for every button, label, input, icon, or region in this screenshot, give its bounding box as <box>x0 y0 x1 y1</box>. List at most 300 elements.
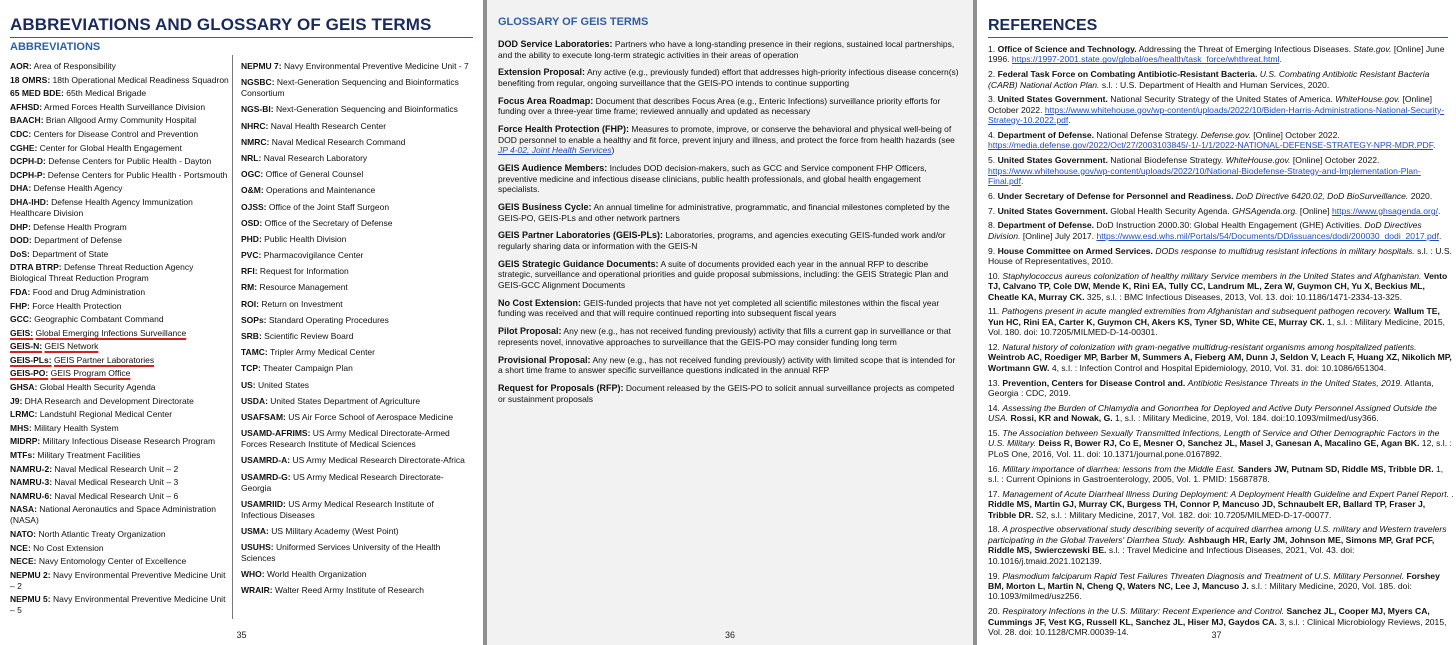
glossary-definition: GEIS-funded projects that have not yet completed all scientific milestones within the fiscal year funding was received and that will require continued reporting into subsequent fiscal years <box>498 297 940 319</box>
reference-title: Natural history of colonization with gram-negative multidrug-resistant organisms among hospitalized patients. <box>1002 342 1417 353</box>
reference-text: . <box>1438 230 1442 241</box>
abbreviation-term: LRMC: <box>10 409 38 420</box>
reference-text: . <box>1438 205 1441 216</box>
abbreviation-term: NATO: <box>10 529 37 539</box>
abbreviation-item <box>241 121 472 132</box>
abbreviation-term: MIDRP: <box>10 436 41 447</box>
glossary-link[interactable]: JP 4-02, Joint Health Services <box>498 145 612 156</box>
abbreviation-definition: North Atlantic Treaty Organization <box>38 529 166 539</box>
abbreviation-term: SOPs: <box>241 314 267 325</box>
reference-author: Wallum TE, Yun HC, Rini EA, Carter K, Guymon CH, Akers KS, Tyner SD, White CE, Murray CK. <box>988 306 1440 327</box>
abbreviation-term: FHP: <box>10 300 30 311</box>
abbreviation-item <box>241 61 472 72</box>
page-number: 36 <box>724 630 735 640</box>
abbreviation-term: RM: <box>241 282 258 293</box>
abbreviation-term: NAMRU-3: <box>10 477 53 488</box>
abbreviation-item <box>10 170 232 181</box>
abbreviation-definition: US Army Medical Directorate-Armed Forces Research Institute of Medical Sciences <box>241 428 450 450</box>
abbreviation-definition: Defense Centers for Public Health - Portsmouth <box>47 169 228 180</box>
reference-link[interactable]: https://1997-2001.state.gov/global/oes/health/task_force/whthreat.html <box>1011 54 1280 65</box>
abbreviation-definition: US Army Medical Research Directorate-Georgia <box>241 471 444 493</box>
abbreviation-item <box>10 368 232 379</box>
abbreviation-definition: DHA Research and Development Directorate <box>24 395 194 406</box>
reference-item <box>988 94 1454 125</box>
reference-number: 18. <box>988 524 1000 535</box>
abbreviation-item <box>241 185 472 196</box>
glossary-list <box>498 39 963 404</box>
abbreviation-term: GEIS-N: <box>10 341 43 352</box>
abbreviation-definition: Office of the Secretary of Defense <box>264 217 393 228</box>
reference-text: National Biodefense Strategy. <box>1107 155 1226 166</box>
reference-title: Respiratory Infections in the U.S. Military: Recent Experience and Control. <box>1002 606 1285 617</box>
reference-author: Ashbaugh HR, Early JM, Johnson ME, Simons MP, Graf PCF, Riddle MS, Swierczewski BE. <box>988 534 1435 556</box>
glossary-definition: Any new (e.g., has not received funding previously) activity with limited scope that is intended for a short time frame to answer specific surveillance questions indicated in the annual RFP <box>498 354 956 376</box>
abbreviation-definition: US Army Medical Research Directorate-Africa <box>292 455 465 466</box>
reference-number: 7. <box>988 205 996 216</box>
reference-text: S2, s.l. : Military Medicine, 2017, Vol. 182. doi: 10.7205/MILMED-D-17-00077. <box>1033 509 1332 520</box>
abbreviation-term: OGC: <box>241 169 264 180</box>
abbreviation-definition: Global Emerging Infections Surveillance <box>35 327 187 338</box>
glossary-term: GEIS Partner Laboratories (GEIS-PLs): <box>498 230 664 241</box>
abbreviation-item <box>10 88 232 99</box>
abbreviation-definition: US Army Medical Research Institute of Infectious Diseases <box>241 498 434 520</box>
glossary-item <box>498 39 962 60</box>
reference-item <box>988 403 1454 424</box>
abbreviation-term: O&M: <box>241 185 264 196</box>
abbreviation-item <box>10 143 232 154</box>
reference-text: [Online] June 1996. <box>988 44 1445 65</box>
abbreviation-definition: World Health Organization <box>266 569 367 580</box>
reference-title: U.S. Combating Antibiotic Resistant Bacteria (CARB) National Action Plan. <box>988 69 1430 90</box>
abbreviation-term: NCE: <box>10 542 31 553</box>
page-title: ABBREVIATIONS AND GLOSSARY OF GEIS TERMS <box>10 15 432 34</box>
abbreviation-item <box>241 455 472 466</box>
abbreviation-term: GCC: <box>10 314 32 325</box>
abbreviation-item <box>241 137 472 148</box>
abbreviation-definition: Naval Medical Research Command <box>271 136 406 147</box>
abbreviation-definition: Department of Defense <box>34 235 122 246</box>
reference-text: . <box>1448 488 1454 499</box>
abbreviation-definition: Next-Generation Sequencing and Bioinformatics Consortium <box>241 77 459 99</box>
abbreviation-item <box>241 380 472 391</box>
abbreviation-term: 65 MED BDE: <box>10 88 64 99</box>
abbreviation-item <box>241 347 472 358</box>
glossary-item <box>498 383 962 404</box>
abbreviation-definition: Military Treatment Facilities <box>37 450 141 461</box>
reference-item <box>988 246 1454 267</box>
reference-title: Plasmodium falciparum Rapid Test Failures Threaten Diagnosis and Treatment of U.S. Military Personnel. <box>1002 570 1405 581</box>
abbreviation-item <box>10 197 232 219</box>
reference-text: [Online] July 2017. <box>1020 230 1097 241</box>
abbreviation-term: NEPMU 5: <box>10 594 51 605</box>
abbreviation-term: NEPMU 7: <box>241 61 282 71</box>
glossary-definition-end: ) <box>611 145 615 156</box>
abbreviation-definition: Scientific Review Board <box>264 331 354 341</box>
reference-text: 12, s.l. : PLoS One, 2016, Vol. 11. doi: 10.1371/journal.pone.0167892. <box>988 438 1452 459</box>
reference-title: DoD Directive 6420.02, DoD BioSurveillance. <box>1235 190 1409 201</box>
abbreviation-definition: Navy Entomology Center of Excellence <box>38 556 187 567</box>
abbreviation-definition: Naval Research Laboratory <box>263 152 368 163</box>
reference-item <box>988 206 1454 216</box>
abbreviation-item <box>241 363 472 374</box>
abbreviation-term: NASA: <box>10 504 37 515</box>
glossary-term: Extension Proposal: <box>498 67 586 78</box>
abbreviation-term: USMA: <box>241 525 269 536</box>
abbreviation-term: NAMRU-6: <box>10 490 53 501</box>
abbreviation-definition: Defense Health Agency <box>33 183 123 194</box>
glossary-item <box>498 230 962 251</box>
reference-number: 20. <box>988 606 1000 617</box>
glossary-term: GEIS Strategic Guidance Documents: <box>498 258 659 269</box>
reference-text: 325, s.l. : BMC Infectious Diseases, 2013, Vol. 13. doi: 10.1186/1471-2334-13-325. <box>1084 291 1403 302</box>
abbreviation-columns <box>10 61 473 619</box>
reference-number: 16. <box>988 463 1000 474</box>
abbreviation-definition: Next-Generation Sequencing and Bioinformatics <box>275 104 458 115</box>
reference-text: 2020. <box>1408 190 1433 201</box>
abbreviation-column-right <box>232 55 472 619</box>
abbreviation-definition: Theater Campaign Plan <box>263 363 353 374</box>
glossary-term: No Cost Extension: <box>498 297 582 308</box>
reference-title: Pathogens present in acute mangled extremities from Afghanistan and subsequent pathogen recovery. <box>1001 306 1392 317</box>
abbreviation-definition: Area of Responsibility <box>33 61 116 71</box>
glossary-term: Request for Proposals (RFP): <box>498 382 624 393</box>
reference-author: Federal Task Force on Combating Antibiotic-Resistant Bacteria. <box>997 69 1258 80</box>
abbreviation-item <box>10 396 232 407</box>
abbreviation-item <box>10 328 232 339</box>
abbreviation-definition: 65th Medical Brigade <box>66 88 147 99</box>
abbreviation-definition: United States <box>258 379 310 390</box>
abbreviation-item <box>10 477 232 488</box>
reference-text: . <box>1020 176 1024 187</box>
abbreviation-definition: Navy Environmental Preventive Medicine Unit – 2 <box>10 569 226 591</box>
abbreviation-term: PHD: <box>241 233 262 244</box>
abbreviation-term: GEIS-PO: <box>10 368 49 379</box>
glossary-item <box>498 355 962 376</box>
abbreviation-definition: Walter Reed Army Institute of Research <box>275 585 424 596</box>
glossary-definition: Measures to promote, improve, or conserve the behavioral and physical well-being of DOD personnel to enable a healthy and fit force, prevent injury and illness, and protect the force from health hazards (see <box>498 124 955 145</box>
reference-number: 1. <box>988 44 996 54</box>
abbreviation-item <box>10 570 232 592</box>
reference-author: Riddle MS, Martin GJ, Murray CK, Burgess TH, Connor P, Mancuso JD, Schnaubelt ER, Ballard TP, Fraser J, Tribble DR. <box>988 499 1426 520</box>
abbreviation-item <box>10 491 232 502</box>
abbreviation-term: DOD: <box>10 235 32 246</box>
reference-author: Department of Defense. <box>997 220 1095 231</box>
abbreviation-definition: Defense Centers for Public Health - Dayton <box>48 156 212 167</box>
abbreviation-term: CGHE: <box>10 142 38 153</box>
abbreviation-definition: Center for Global Health Engagement <box>39 142 182 153</box>
title-divider <box>988 37 1448 38</box>
reference-text: s.l. : Travel Medicine and Infectious Diseases, 2021, Vol. 43. doi: 10.1016/j.tmaid.2021.102139. <box>988 545 1355 566</box>
abbreviation-definition: Armed Forces Health Surveillance Division <box>44 101 206 112</box>
reference-author: Department of Defense. <box>997 130 1095 141</box>
reference-text: 3, s.l. : Clinical Microbiology Reviews, 2015, Vol. 28. doi: 10.1128/CMR.00039-14. <box>988 616 1447 637</box>
abbreviation-item <box>10 594 232 616</box>
abbreviation-term: MTFs: <box>10 450 36 461</box>
abbreviation-item <box>10 75 232 86</box>
abbreviation-item <box>10 301 232 312</box>
reference-item <box>988 524 1454 566</box>
abbreviation-item <box>241 218 472 229</box>
glossary-definition: Any active (e.g., previously funded) effort that addresses high-priority infectious disease concern(s) benefiting from regular, ongoing surveillance that the GEIS-PO intends to continue supporting <box>498 67 959 88</box>
abbreviation-term: OSD: <box>241 217 263 228</box>
abbreviation-item <box>241 472 472 494</box>
abbreviation-definition: Naval Medical Research Unit – 3 <box>54 477 179 488</box>
glossary-term: Force Health Protection (FHP): <box>498 124 630 135</box>
abbreviation-item <box>10 156 232 167</box>
abbreviation-definition: Force Health Protection <box>32 300 122 311</box>
abbreviation-item <box>10 235 232 246</box>
reference-text: s.l. : Military Medicine, 2020, Vol. 185. doi: 10.1093/milmed/usz256. <box>988 580 1412 602</box>
page-35 <box>0 0 483 645</box>
glossary-item <box>498 326 962 347</box>
abbreviation-term: BAACH: <box>10 115 44 126</box>
glossary-definition: Laboratories, programs, and agencies executing GEIS-funded work and/or regularly sharing data or information with the GEIS-N <box>498 230 946 252</box>
reference-link[interactable]: https://www.esd.whs.mil/Portals/54/Documents/DD/issuances/dodi/200030_dodi_2017.pdf <box>1096 230 1439 241</box>
abbreviation-term: DHA: <box>10 183 32 194</box>
reference-item <box>988 306 1454 337</box>
reference-text: s.l. : U.S. Department of Health and Human Services, 2020. <box>1099 79 1330 90</box>
glossary-definition: Document that describes Focus Area (e.g., Enteric Infections) surveillance priority efforts for funding over a three-year time frame; reviewed annually and updated as necessary <box>498 95 941 117</box>
abbreviation-term: USAMRD-G: <box>241 471 291 482</box>
abbreviation-item <box>241 396 472 407</box>
reference-number: 5. <box>988 155 996 166</box>
abbreviation-definition: Standard Operating Procedures <box>268 314 389 325</box>
abbreviation-definition: Geographic Combatant Command <box>34 314 164 325</box>
abbreviation-term: TAMC: <box>241 347 268 358</box>
reference-item <box>988 44 1454 65</box>
abbreviation-definition: US Military Academy (West Point) <box>271 525 399 536</box>
reference-link[interactable]: https://media.defense.gov/2022/Oct/27/2003103845/-1/-1/1/2022-NATIONAL-DEFENSE-STRATEGY-NPR-MDR.PDF <box>988 140 1433 151</box>
reference-author: Office of Science and Technology. <box>997 44 1137 54</box>
abbreviation-item <box>10 450 232 461</box>
page-title: GLOSSARY OF GEIS TERMS <box>498 16 649 28</box>
abbreviation-item <box>10 409 232 420</box>
reference-text: 1, s.l. : Military Medicine, 2015, Vol. 180. doi: 10.7205/MILMED-D-14-00301. <box>988 316 1446 338</box>
glossary-item <box>498 124 962 156</box>
abbreviation-term: OJSS: <box>241 201 267 212</box>
abbreviation-item <box>241 202 472 213</box>
reference-title: WhiteHouse.gov. <box>1225 155 1291 166</box>
abbreviation-term: ROI: <box>241 298 259 309</box>
reference-number: 11. <box>988 306 1000 317</box>
abbreviation-term: NAMRU-2: <box>10 463 53 474</box>
reference-number: 10. <box>988 270 1000 281</box>
reference-author: United States Government. <box>997 205 1108 216</box>
reference-list <box>988 44 1456 637</box>
abbreviation-term: NEPMU 2: <box>10 569 51 580</box>
reference-item <box>988 220 1454 241</box>
page-number: 37 <box>1211 630 1222 640</box>
abbreviation-column-left <box>10 61 232 619</box>
abbreviation-item <box>241 412 472 423</box>
reference-text: 4, s.l. : Infection Control and Hospital Epidemiology, 2010, Vol. 31. doi: 10.1086/651304. <box>1049 362 1387 373</box>
reference-text: [Online] <box>1297 205 1332 216</box>
abbreviation-item <box>241 585 472 596</box>
reference-title: Staphylococcus aureus colonization of healthy military Service members in the United States and Afghanistan. <box>1002 270 1422 281</box>
reference-author: United States Government. <box>997 155 1108 166</box>
glossary-item <box>498 96 962 117</box>
abbreviation-term: USAMRIID: <box>241 498 286 509</box>
abbreviation-item <box>10 543 232 554</box>
reference-author: House Committee on Armed Services. <box>997 245 1153 256</box>
reference-link[interactable]: https://www.ghsagenda.org/ <box>1331 205 1439 216</box>
reference-text: 1, s.l. : Current Opinions in Gastroenterology, 2005, Vol. 1. PMID: 15687878. <box>988 463 1444 485</box>
abbreviation-term: MHS: <box>10 422 32 433</box>
abbreviation-definition: Global Health Security Agenda <box>39 382 156 393</box>
glossary-definition: A suite of documents provided each year in the annual RFP to describe strategic, surveillance and operational priorities and guide proposal submissions, including: the GEIS Strategic Plan and GEIS-GCC Alignment Documents <box>498 258 949 290</box>
abbreviation-term: RFI: <box>241 266 258 277</box>
page-36 <box>487 0 973 645</box>
abbreviation-term: DHP: <box>10 221 31 232</box>
glossary-item <box>498 163 962 195</box>
page-number: 35 <box>236 630 247 640</box>
abbreviation-definition: Uniformed Services University of the Health Sciences <box>241 542 441 564</box>
abbreviation-term: NGSBC: <box>241 77 275 88</box>
abbreviation-term: J9: <box>10 395 23 406</box>
reference-item <box>988 342 1454 373</box>
section-heading: ABBREVIATIONS <box>10 41 101 53</box>
abbreviation-definition: Landstuhl Regional Medical Center <box>39 409 173 420</box>
abbreviation-definition: GEIS Program Office <box>50 368 131 379</box>
abbreviation-definition: Department of State <box>32 248 109 259</box>
abbreviation-definition: Tripler Army Medical Center <box>269 347 375 358</box>
abbreviation-definition: Defense Health Agency Immunization Healthcare Division <box>10 196 193 218</box>
reference-title: The Association between Sexually Transmitted Infections, Length of Service and Other Demographic Factors in the U.S. Military. <box>988 428 1440 449</box>
glossary-definition: Document released by the GEIS-PO to solicit annual surveillance projects as competed or sustainment proposals <box>498 382 955 404</box>
abbreviation-definition: Navy Environmental Preventive Medicine Unit - 7 <box>284 61 469 71</box>
glossary-term: Provisional Proposal: <box>498 354 591 365</box>
abbreviation-term: 18 OMRS: <box>10 74 51 85</box>
abbreviation-term: NECE: <box>10 556 37 567</box>
reference-link[interactable]: https://www.whitehouse.gov/wp-content/uploads/2022/10/National-Biodefense-Strategy-and-Implementation-Plan-Final.pdf <box>988 165 1421 187</box>
abbreviation-term: TCP: <box>241 363 261 374</box>
reference-title: GHSAgenda.org. <box>1232 205 1298 216</box>
abbreviation-item <box>10 341 232 352</box>
abbreviation-item <box>10 249 232 260</box>
abbreviation-term: USAMD-AFRIMS: <box>241 428 311 439</box>
abbreviation-definition: Office of General Counsel <box>265 169 364 180</box>
abbreviation-item <box>241 169 472 180</box>
abbreviation-term: USAMRD-A: <box>241 455 291 466</box>
reference-title: DoD Directives Division. <box>988 220 1422 241</box>
abbreviation-item <box>10 115 232 126</box>
reference-number: 9. <box>988 245 996 256</box>
reference-text: [Online] October 2022. <box>1250 130 1340 141</box>
abbreviation-term: GHSA: <box>10 382 38 393</box>
abbreviation-definition: Naval Medical Research Unit – 2 <box>54 463 179 474</box>
abbreviation-term: US: <box>241 379 256 390</box>
abbreviation-term: NGS-BI: <box>241 104 274 115</box>
reference-number: 4. <box>988 130 996 141</box>
abbreviation-item <box>241 104 472 115</box>
abbreviation-item <box>10 262 232 284</box>
title-divider <box>10 37 473 38</box>
reference-item <box>988 378 1454 399</box>
abbreviation-term: DoS: <box>10 248 30 259</box>
abbreviation-item <box>10 129 232 140</box>
reference-number: 6. <box>988 190 996 201</box>
abbreviation-item <box>241 499 472 521</box>
abbreviation-item <box>10 464 232 475</box>
abbreviation-item <box>241 77 472 99</box>
abbreviation-term: GEIS: <box>10 327 34 338</box>
reference-author: Vento TJ, Calvano TP, Cole DW, Mende K, Rini EA, Tully CC, Landrum ML, Zera W, Guymon CH, Yu X, Beckius ML, Cheatle KA, Murray CK. <box>988 270 1448 302</box>
reference-item <box>988 69 1454 90</box>
reference-text: National Security Strategy of the United States of America. <box>1107 94 1336 105</box>
abbreviation-definition: Defense Health Program <box>33 221 127 232</box>
abbreviation-definition: Brian Allgood Army Community Hospital <box>45 115 197 126</box>
abbreviation-item <box>10 529 232 540</box>
abbreviation-definition: Public Health Division <box>264 233 347 244</box>
reference-link[interactable]: https://www.whitehouse.gov/wp-content/uploads/2022/10/Biden-Harris-Administrations-National-Security-Strategy-10.2022.pdf <box>988 104 1445 126</box>
reference-number: 17. <box>988 488 1000 499</box>
reference-author: Prevention, Centers for Disease Control and. <box>1002 377 1186 388</box>
reference-item <box>988 271 1454 302</box>
abbreviation-item <box>10 222 232 233</box>
reference-item <box>988 571 1454 602</box>
glossary-definition: An annual timeline for administrative, programmatic, and financial milestones completed by the GEIS-PO, GEIS-PLs and other network partners <box>498 202 950 223</box>
abbreviation-item <box>241 153 472 164</box>
reference-number: 8. <box>988 220 996 231</box>
glossary-term: DOD Service Laboratories: <box>498 39 613 49</box>
abbreviation-item <box>10 102 232 113</box>
reference-item <box>988 489 1454 520</box>
reference-text: . <box>1433 140 1436 151</box>
abbreviation-item <box>10 556 232 567</box>
abbreviation-item <box>241 234 472 245</box>
abbreviation-item <box>241 315 472 326</box>
page-title: REFERENCES <box>988 17 1098 34</box>
abbreviation-item <box>10 423 232 434</box>
abbreviation-item <box>10 355 232 366</box>
reference-item <box>988 130 1454 151</box>
abbreviation-item <box>10 436 232 447</box>
abbreviation-definition: Military Infectious Disease Research Program <box>42 436 216 447</box>
reference-number: 13. <box>988 377 1000 388</box>
reference-number: 19. <box>988 570 1000 581</box>
abbreviation-item <box>241 428 472 450</box>
abbreviation-definition: GEIS Partner Laboratories <box>53 354 155 365</box>
glossary-item <box>498 259 962 291</box>
abbreviation-item <box>241 526 472 537</box>
abbreviation-term: CDC: <box>10 128 32 139</box>
reference-item <box>988 155 1454 186</box>
reference-text: . <box>1279 54 1282 65</box>
abbreviation-item <box>10 287 232 298</box>
abbreviation-item <box>10 183 232 194</box>
abbreviation-item <box>241 331 472 342</box>
abbreviation-item <box>241 250 472 261</box>
reference-text: [Online] October 2022. <box>988 94 1433 115</box>
abbreviation-definition: Naval Health Research Center <box>270 120 387 131</box>
reference-number: 14. <box>988 402 1000 413</box>
abbreviation-term: SRB: <box>241 331 262 341</box>
reference-item <box>988 191 1454 201</box>
abbreviation-definition: Food and Drug Administration <box>32 286 146 297</box>
reference-title: DODs response to multidrug resistant infections in military hospitals. <box>1155 245 1415 256</box>
reference-author: Deiss R, Bower RJ, Co E, Mesner O, Sanchez JL, Masel J, Ganesan A, Macalino GE, Agan BK. <box>1038 438 1420 449</box>
abbreviation-item <box>241 569 472 580</box>
abbreviation-definition: Request for Information <box>259 266 349 277</box>
reference-title: A prospective observational study describing severity of acquired diarrhea among U.S. military and Western travelers participating in the Global Travelers' Diarrhea Study. <box>988 524 1447 545</box>
abbreviation-definition: Defense Threat Reduction Agency Biological Threat Reduction Program <box>10 262 194 284</box>
reference-text: [Online] October 2022. <box>1290 155 1380 166</box>
abbreviation-definition: United States Department of Agriculture <box>270 395 421 406</box>
abbreviation-definition: National Aeronautics and Space Administration (NASA) <box>10 504 217 526</box>
reference-text: 1, s.l. : Military Medicine, 2019, Vol. 184. doi:10.1093/milmed/usy366. <box>1112 413 1379 424</box>
reference-author: Sanders JW, Putnam SD, Riddle MS, Tribble DR. <box>1237 463 1434 474</box>
reference-item <box>988 464 1454 485</box>
